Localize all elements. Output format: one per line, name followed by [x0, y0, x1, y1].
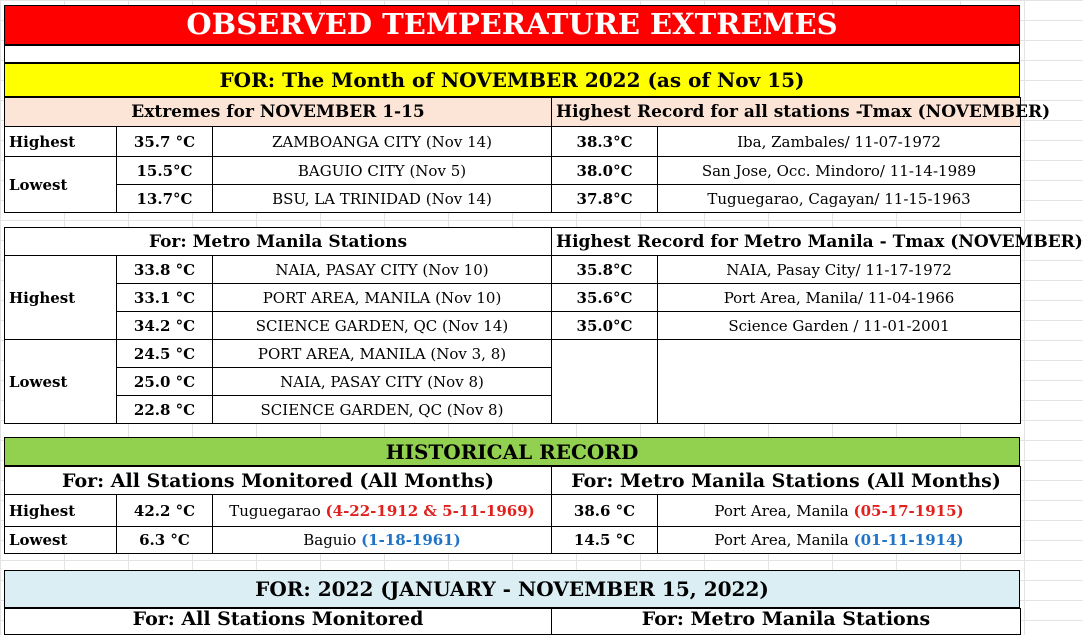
highest-label: Highest	[5, 127, 117, 157]
station-location: ZAMBOANGA CITY (Nov 14)	[213, 127, 552, 157]
record-value: 38.0°C	[552, 157, 658, 185]
highest-label: Highest	[5, 256, 117, 340]
record-location: San Jose, Occ. Mindoro/ 11-14-1989	[658, 157, 1021, 185]
record-value: 35.0°C	[552, 312, 658, 340]
historical-right-header: For: Metro Manila Stations (All Months)	[552, 467, 1021, 495]
station-name: Port Area, Manila	[714, 531, 854, 549]
table-row	[5, 527, 1021, 554]
record-location: NAIA, Pasay City/ 11-17-1972	[658, 256, 1021, 284]
section2-right-header: Highest Record for Metro Manila - Tmax (NOVEMBER)	[552, 228, 1021, 256]
section1-right-header: Highest Record for all stations -Tmax (NOVEMBER)	[552, 98, 1021, 127]
temp-value: 6.3 °C	[117, 527, 213, 554]
empty-cell	[658, 340, 1021, 424]
table-row	[5, 340, 1021, 368]
temp-value: 38.6 °C	[552, 495, 658, 527]
year-2022-right-header: For: Metro Manila Stations	[552, 609, 1021, 635]
table-row	[5, 312, 1021, 340]
station-location: NAIA, PASAY CITY (Nov 10)	[213, 256, 552, 284]
station-name: Tuguegarao	[229, 501, 326, 520]
lowest-label: Lowest	[5, 340, 117, 424]
historical-table	[4, 466, 1021, 554]
record-date: (4-22-1912 & 5-11-1969)	[325, 501, 535, 520]
station-location: BSU, LA TRINIDAD (Nov 14)	[213, 185, 552, 213]
temp-value: 33.1 °C	[117, 284, 213, 312]
temp-value: 42.2 °C	[117, 495, 213, 527]
record-date: (01-11-1914)	[853, 531, 964, 549]
record-location	[213, 527, 552, 554]
record-location: Iba, Zambales/ 11-07-1972	[658, 127, 1021, 157]
page-title: OBSERVED TEMPERATURE EXTREMES	[4, 5, 1020, 45]
historical-banner: HISTORICAL RECORD	[4, 437, 1020, 466]
station-name: Baguio	[303, 531, 362, 549]
record-location	[658, 527, 1021, 554]
lowest-label: Lowest	[5, 157, 117, 213]
table-row	[5, 256, 1021, 284]
section1-left-header: Extremes for NOVEMBER 1-15	[5, 98, 552, 127]
historical-left-header: For: All Stations Monitored (All Months)	[5, 467, 552, 495]
section2-left-header: For: Metro Manila Stations	[5, 228, 552, 256]
station-location: PORT AREA, MANILA (Nov 3, 8)	[213, 340, 552, 368]
record-location	[213, 495, 552, 527]
record-date: (1-18-1961)	[361, 531, 461, 549]
november-extremes-table	[4, 97, 1051, 213]
table-row	[5, 127, 1021, 157]
station-location: PORT AREA, MANILA (Nov 10)	[213, 284, 552, 312]
temp-value: 33.8 °C	[117, 256, 213, 284]
year-2022-banner: FOR: 2022 (JANUARY - NOVEMBER 15, 2022)	[4, 570, 1020, 608]
table-row	[5, 495, 1021, 527]
spacer-row	[4, 45, 1020, 63]
station-location: NAIA, PASAY CITY (Nov 8)	[213, 368, 552, 396]
metro-manila-table	[4, 227, 1083, 424]
table-row	[5, 284, 1021, 312]
record-location: Science Garden / 11-01-2001	[658, 312, 1021, 340]
record-value: 37.8°C	[552, 185, 658, 213]
temp-value: 24.5 °C	[117, 340, 213, 368]
station-location: SCIENCE GARDEN, QC (Nov 14)	[213, 312, 552, 340]
record-location: Tuguegarao, Cagayan/ 11-15-1963	[658, 185, 1021, 213]
temp-value: 34.2 °C	[117, 312, 213, 340]
month-banner: FOR: The Month of NOVEMBER 2022 (as of Nov 15)	[4, 63, 1020, 97]
record-value: 38.3°C	[552, 127, 658, 157]
record-location: Port Area, Manila/ 11-04-1966	[658, 284, 1021, 312]
record-location	[658, 495, 1021, 527]
table-row	[5, 157, 1021, 185]
empty-cell	[552, 340, 658, 424]
temp-value: 15.5°C	[117, 157, 213, 185]
table-row	[5, 185, 1021, 213]
temp-value: 13.7°C	[117, 185, 213, 213]
record-value: 35.6°C	[552, 284, 658, 312]
temp-value: 22.8 °C	[117, 396, 213, 424]
lowest-label: Lowest	[5, 527, 117, 554]
temp-value: 14.5 °C	[552, 527, 658, 554]
record-date: (05-17-1915)	[853, 501, 964, 520]
temp-value: 25.0 °C	[117, 368, 213, 396]
highest-label: Highest	[5, 495, 117, 527]
station-name: Port Area, Manila	[714, 501, 854, 520]
year-2022-left-header: For: All Stations Monitored	[5, 609, 552, 635]
record-value: 35.8°C	[552, 256, 658, 284]
station-location: SCIENCE GARDEN, QC (Nov 8)	[213, 396, 552, 424]
year-2022-header-row	[4, 608, 1020, 630]
temp-value: 35.7 °C	[117, 127, 213, 157]
station-location: BAGUIO CITY (Nov 5)	[213, 157, 552, 185]
